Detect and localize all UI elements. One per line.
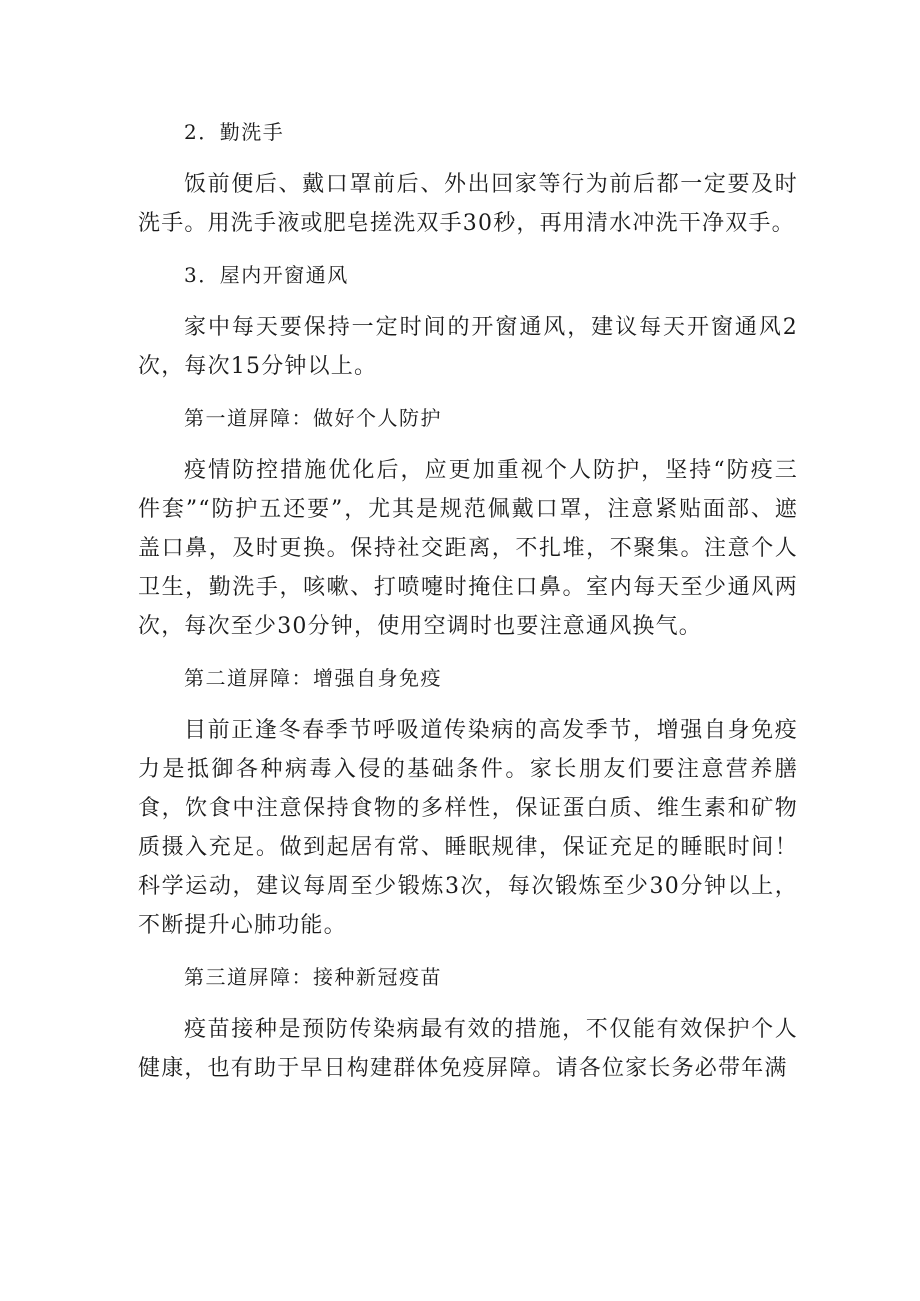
section-heading-handwashing: 2．勤洗手: [184, 120, 285, 144]
document-body: [138, 113, 798, 1088]
section-heading-barrier-2: 第二道屏障：增强自身免疫: [184, 666, 442, 690]
section-heading-barrier-1: 第一道屏障：做好个人防护: [184, 406, 442, 430]
paragraph-barrier-2: 目前正逢冬春季节呼吸道传染病的高发季节，增强自身免疫力是抵御各种病毒入侵的基础条件。家长朋友们要注意营养膳食，饮食中注意保持食物的多样性，保证蛋白质、维生素和矿物质摄入充足。做到起居有常、睡眠规律，保证充足的睡眠时间！科学运动，建议每周至少锻炼3次，每次锻炼至少30分钟以上，不断提升心肺功能。: [138, 718, 798, 938]
section-heading-ventilation: 3．屋内开窗通风: [184, 263, 349, 287]
section-heading-barrier-3: 第三道屏障：接种新冠疫苗: [184, 965, 442, 989]
paragraph-ventilation: 家中每天要保持一定时间的开窗通风，建议每天开窗通风2次，每次15分钟以上。: [138, 315, 798, 379]
paragraph-handwashing: 饭前便后、戴口罩前后、外出回家等行为前后都一定要及时洗手。用洗手液或肥皂搓洗双手30秒，再用清水冲洗干净双手。: [138, 172, 798, 236]
paragraph-barrier-3: 疫苗接种是预防传染病最有效的措施，不仅能有效保护个人健康，也有助于早日构建群体免疫屏障。请各位家长务必带年满: [138, 1017, 798, 1081]
paragraph-barrier-1: 疫情防控措施优化后，应更加重视个人防护，坚持“防疫三件套”“防护五还要”，尤其是规范佩戴口罩，注意紧贴面部、遮盖口鼻，及时更换。保持社交距离，不扎堆，不聚集。注意个人卫生，勤洗手，咳嗽、打喷嚏时掩住口鼻。室内每天至少通风两次，每次至少30分钟，使用空调时也要注意通风换气。: [138, 458, 798, 639]
